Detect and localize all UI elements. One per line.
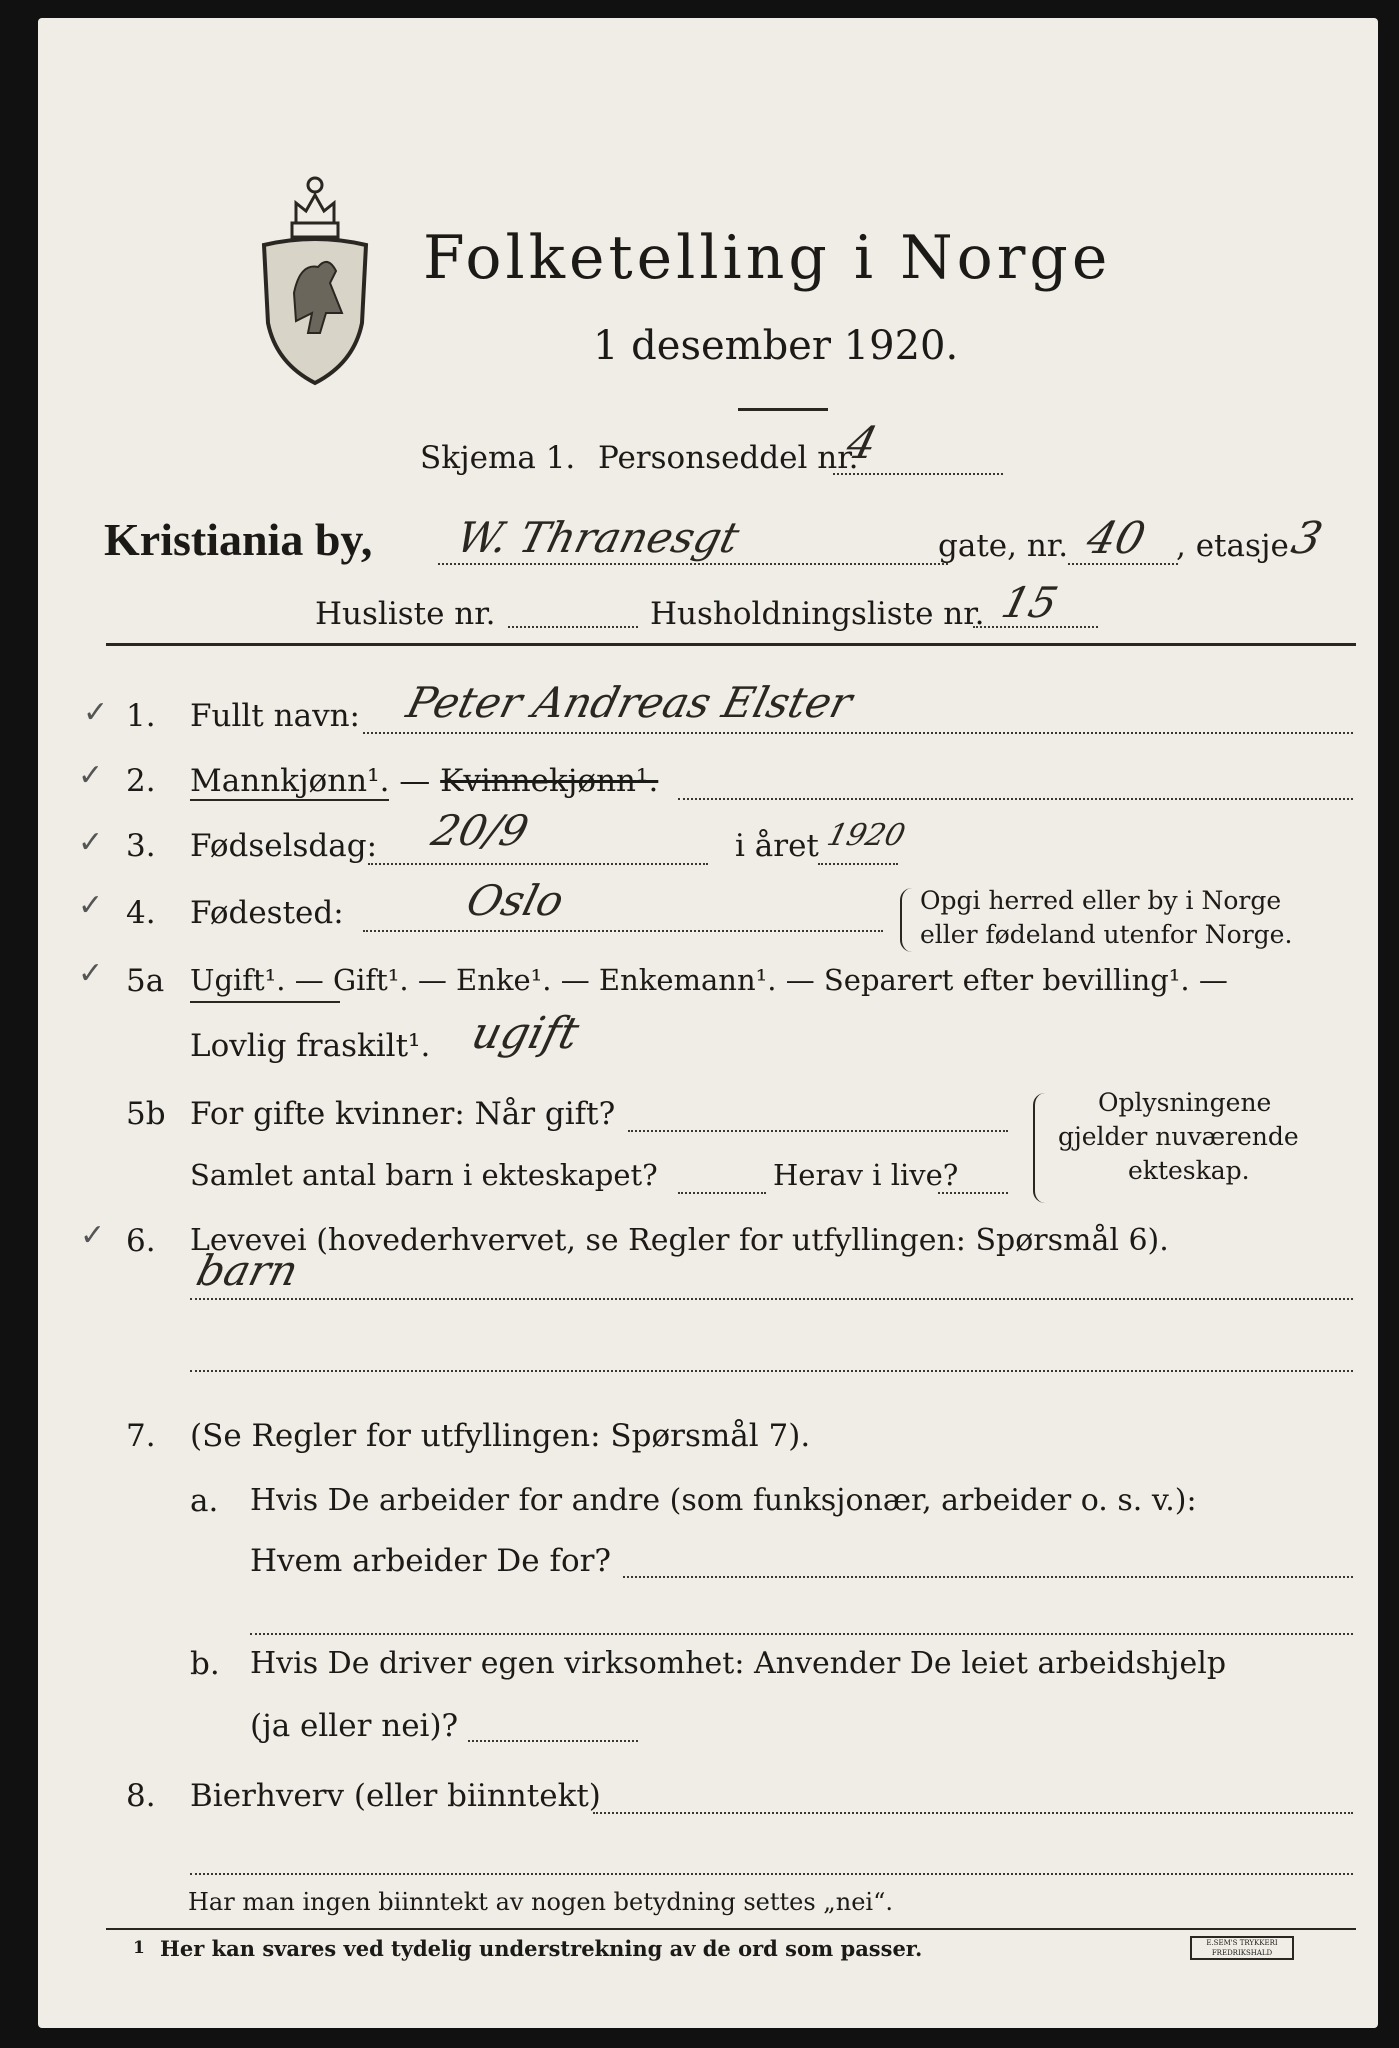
q5b-alive-line <box>938 1192 1008 1194</box>
q5b-alive-label: Herav i live? <box>773 1158 959 1192</box>
census-form-sheet <box>38 18 1378 2028</box>
q5b-children-line <box>678 1192 766 1194</box>
title-divider <box>738 408 828 411</box>
q7-number: 7. <box>126 1418 156 1454</box>
q5a-line2: Lovlig fraskilt¹. <box>190 1028 431 1064</box>
q1-full-name-value: Peter Andreas Elster <box>401 678 858 727</box>
tick-mark-2: ✓ <box>78 758 104 793</box>
q5b-line1: For gifte kvinner: Når gift? <box>190 1096 616 1132</box>
header-rule <box>106 643 1356 646</box>
q5b-when-married-line <box>628 1130 1008 1132</box>
tick-mark-3: ✓ <box>78 825 104 860</box>
husliste-line <box>508 626 638 628</box>
q4-note-line2: eller fødeland utenfor Norge. <box>920 920 1293 949</box>
q5a-marital-value: ugift <box>466 1008 584 1059</box>
street-value: W. Thranesgt <box>451 513 745 562</box>
q7b-line2: (ja eller nei)? <box>250 1708 459 1744</box>
q3-date-line <box>368 863 708 865</box>
q5b-number: 5b <box>126 1096 166 1132</box>
husliste-label: Husliste nr. <box>315 596 496 632</box>
q6-line1 <box>190 1298 1353 1300</box>
q5a-options: Ugift¹. — Gift¹. — Enke¹. — Enkemann¹. — Separert efter bevilling¹. — <box>190 963 1228 997</box>
q3-year-value: 1920 <box>823 818 909 853</box>
q5b-brace <box>1033 1093 1045 1203</box>
q6-occupation-value: barn <box>191 1246 304 1295</box>
tick-mark-1: ✓ <box>83 695 109 730</box>
q2-male-option: Mannkjønn¹. — Kvinnekjønn¹. <box>190 763 659 799</box>
q4-line <box>363 930 883 932</box>
q6-number: 6. <box>126 1223 156 1259</box>
q7a-line2: Hvem arbeider De for? <box>250 1543 612 1579</box>
printer-stamp: E.SEM'S TRYKKERI FREDRIKSHALD <box>1190 1936 1294 1960</box>
gate-nr-value: 40 <box>1081 513 1151 564</box>
q7a-employer-line <box>623 1576 1353 1578</box>
q4-number: 4. <box>126 895 156 931</box>
biinntekt-note: Har man ingen biinntekt av nogen betydning settes „nei“. <box>188 1888 893 1916</box>
q3-year-line <box>818 863 898 865</box>
form-title: Folketelling i Norge <box>423 223 1112 293</box>
street-line <box>438 563 948 565</box>
q1-label: Fullt navn: <box>190 698 360 734</box>
gate-label: gate, nr. <box>938 528 1069 564</box>
q2-number: 2. <box>126 763 156 799</box>
personseddel-label: Personseddel nr. <box>598 440 859 476</box>
q8-number: 8. <box>126 1778 156 1814</box>
q4-brace <box>900 888 912 952</box>
q3-year-label: i året <box>735 828 819 864</box>
q4-label: Fødested: <box>190 895 344 931</box>
q4-birthplace-value: Oslo <box>461 876 569 925</box>
footnote-text: Her kan svares ved tydelig understrekning av de ord som passer. <box>160 1936 923 1961</box>
q6-line2 <box>190 1370 1353 1372</box>
etasje-value: 3 <box>1286 513 1328 564</box>
tick-mark-4: ✓ <box>78 888 104 923</box>
footer-rule <box>106 1928 1356 1930</box>
q6-label: Levevei (hovederhvervet, se Regler for utfyllingen: Spørsmål 6). <box>190 1223 1169 1258</box>
personseddel-value: 4 <box>841 418 883 469</box>
q5b-note-line2: gjelder nuværende <box>1058 1122 1299 1151</box>
q5a-number: 5a <box>126 963 165 999</box>
q7-label: (Se Regler for utfyllingen: Spørsmål 7). <box>190 1418 811 1454</box>
personseddel-line <box>833 473 1003 475</box>
q4-note-line1: Opgi herred eller by i Norge <box>920 886 1282 915</box>
tick-mark-5: ✓ <box>78 956 104 991</box>
q3-birthday-value: 20/9 <box>426 806 534 855</box>
q7a-line1: Hvis De arbeider for andre (som funksjonær, arbeider o. s. v.): <box>250 1483 1197 1518</box>
q7a-extra-line <box>250 1633 1353 1635</box>
q7b-line1: Hvis De driver egen virksomhet: Anvender De leiet arbeidshjelp <box>250 1646 1227 1681</box>
q5b-note-line1: Oplysningene <box>1098 1088 1272 1117</box>
norwegian-coat-of-arms-icon <box>256 163 374 388</box>
q7a-letter: a. <box>190 1483 219 1519</box>
q7b-answer-line <box>468 1740 638 1742</box>
q3-number: 3. <box>126 828 156 864</box>
q3-label: Fødselsdag: <box>190 828 378 864</box>
census-date: 1 desember 1920. <box>593 323 959 369</box>
city-label: Kristiania by, <box>104 514 373 565</box>
q8-line1 <box>593 1812 1353 1814</box>
q5a-ugift-underline <box>190 1001 340 1003</box>
q5b-note-line3: ekteskap. <box>1128 1156 1250 1185</box>
q5b-line2: Samlet antal barn i ekteskapet? <box>190 1158 658 1192</box>
q1-number: 1. <box>126 698 156 734</box>
q7b-letter: b. <box>190 1646 220 1682</box>
q1-line <box>363 732 1353 734</box>
q8-line2 <box>190 1873 1353 1875</box>
skjema-label: Skjema 1. <box>420 440 576 476</box>
q2-line <box>678 798 1353 800</box>
q8-label: Bierhverv (eller biinntekt) <box>190 1778 601 1814</box>
husholdning-label: Husholdningsliste nr. <box>650 596 985 632</box>
husholdning-value: 15 <box>996 578 1063 627</box>
tick-mark-6: ✓ <box>80 1218 106 1253</box>
etasje-label: , etasje <box>1176 528 1289 564</box>
footnote-number: 1 <box>133 1938 145 1958</box>
